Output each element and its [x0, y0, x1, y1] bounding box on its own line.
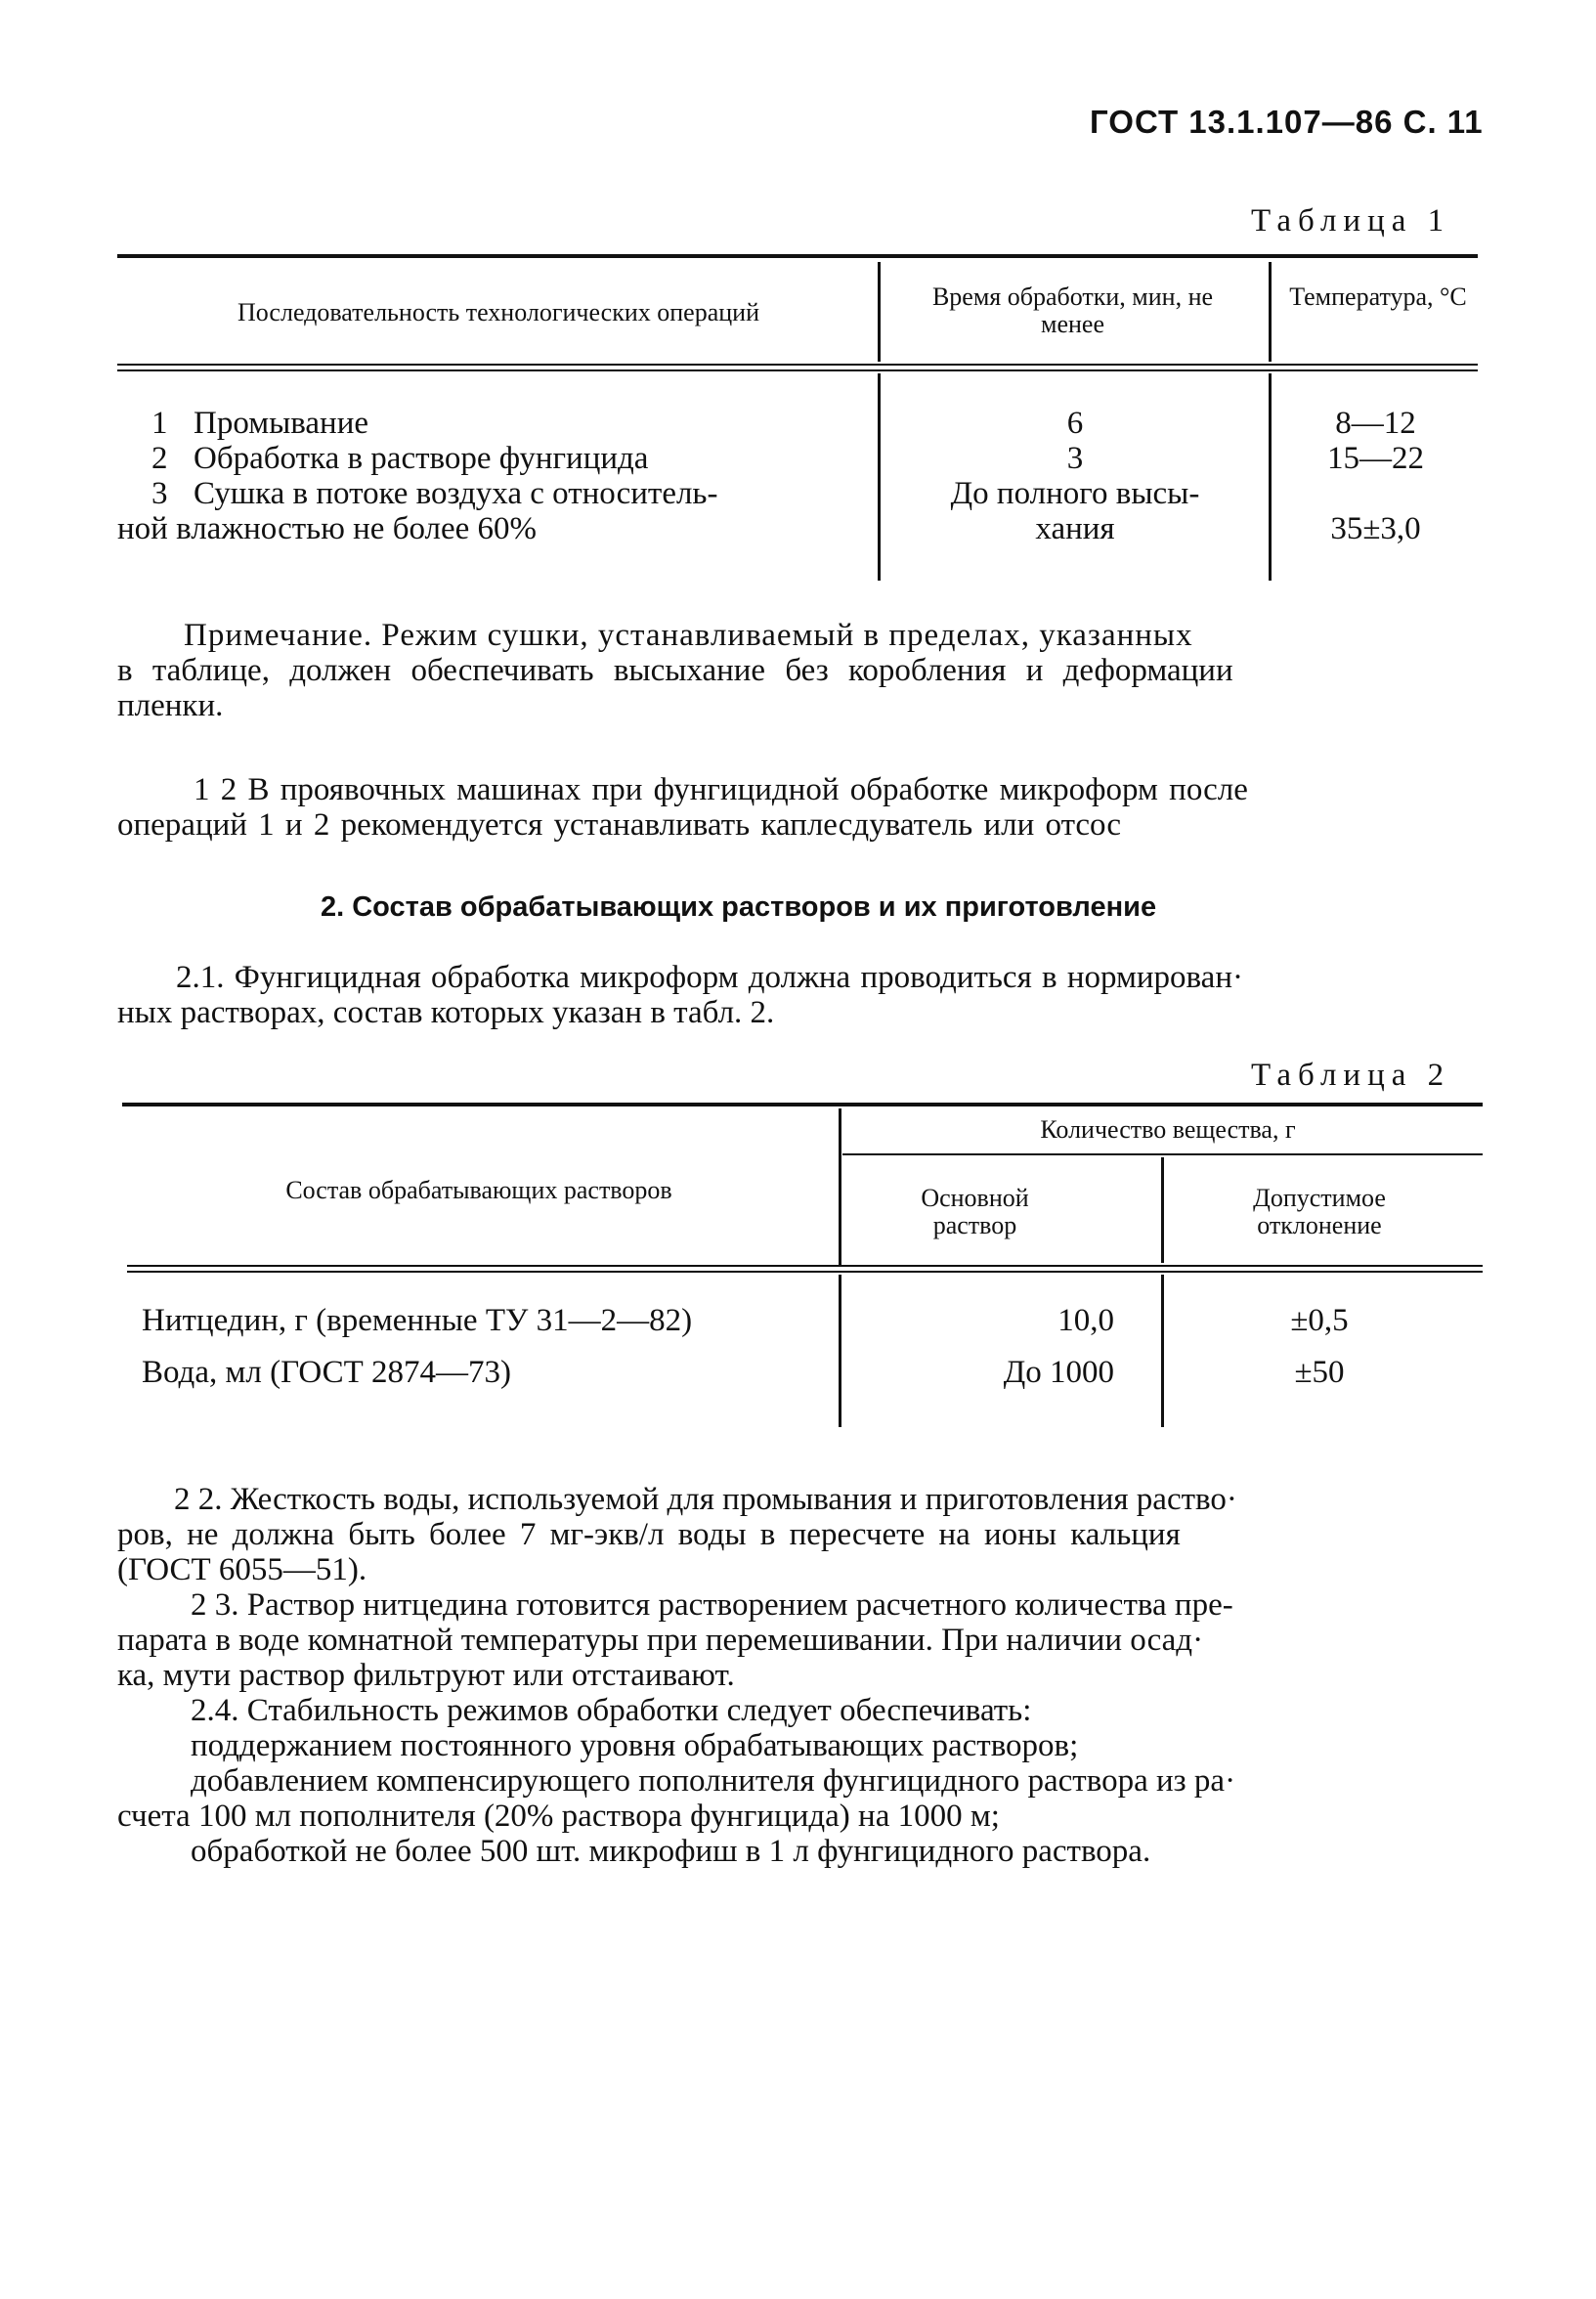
table2-row-deviation: ±50 — [1294, 1355, 1345, 1390]
table1-vdivider — [1269, 373, 1272, 581]
paragraph-line: 2 3. Раствор нитцедина готовится растворением расчетного количества пре- — [191, 1587, 1233, 1623]
table2-vdivider — [1161, 1275, 1164, 1427]
table2-caption: Таблица 2 — [1251, 1058, 1451, 1093]
table1-row-operation-cont: ной влажностью не более 60% — [117, 511, 538, 546]
table1-row-num: 1 — [151, 406, 168, 441]
paragraph-line: ных растворах, состав которых указан в табл. 2. — [117, 995, 775, 1030]
table2-row-base: 10,0 — [1057, 1303, 1114, 1338]
table1-row-temp: 8—12 — [1335, 406, 1416, 441]
table2-header-deviation: Допустимое отклонение — [1253, 1184, 1386, 1239]
table1-row-time: До полного высы- — [950, 476, 1200, 511]
note-line: Примечание. Режим сушки, устанавливаемый в пределах, указанных — [184, 618, 1193, 653]
paragraph-line: 2 2. Жесткость воды, используемой для промывания и приготовления раство· — [174, 1482, 1237, 1517]
table1-header-rule — [117, 369, 1478, 371]
paragraph-line: обработкой не более 500 шт. микрофиш в 1 л фунгицидного раствора. — [191, 1834, 1151, 1869]
table2-header-rule — [127, 1271, 1483, 1273]
paragraph-line: парата в воде комнатной температуры при перемешивании. При наличии осад· — [117, 1623, 1204, 1658]
table2-row-deviation: ±0,5 — [1290, 1303, 1349, 1338]
paragraph-line: поддержанием постоянного уровня обрабатывающих растворов; — [191, 1728, 1079, 1763]
paragraph-line: добавлением компенсирующего пополнителя фунгицидного раствора из ра· — [191, 1763, 1236, 1799]
table1-row-time: 3 — [1066, 441, 1084, 476]
table2-vdivider — [839, 1108, 841, 1265]
table1-vdivider — [878, 262, 881, 362]
table1-vdivider — [1269, 262, 1272, 362]
table1-row-time-cont: хания — [1035, 511, 1115, 546]
section-title: 2. Состав обрабатывающих растворов и их приготовление — [321, 891, 1157, 923]
table2-header-group: Количество вещества, г — [1040, 1115, 1296, 1144]
table1-row-operation: Обработка в растворе фунгицида — [194, 441, 649, 476]
table1-row-time: 6 — [1066, 406, 1084, 441]
table1-row-num: 2 — [151, 441, 168, 476]
table2-header-base: Основной раствор — [921, 1184, 1029, 1239]
table1-header-rule — [117, 364, 1478, 366]
paragraph-line: 1 2 В проявочных машинах при фунгицидной обработке микроформ после — [194, 772, 1248, 807]
table1-row-temp: 15—22 — [1327, 441, 1424, 476]
paragraph-line: (ГОСТ 6055—51). — [117, 1552, 367, 1587]
table1-vdivider — [878, 373, 881, 581]
note-line: в таблице, должен обеспечивать высыхание без коробления и деформации — [117, 653, 1233, 688]
table2-header-composition: Состав обрабатывающих растворов — [285, 1176, 672, 1204]
paragraph-line: 2.4. Стабильность режимов обработки следует обеспечивать: — [191, 1693, 1032, 1728]
table1-header-time: Время обработки, мин, не менее — [931, 282, 1214, 338]
paragraph-line: ров, не должна быть более 7 мг-экв/л воды в пересчете на ионы кальция — [117, 1517, 1181, 1552]
table1-header-temperature: Температура, °С — [1289, 282, 1467, 311]
paragraph-line: операций 1 и 2 рекомендуется устанавливать каплесдуватель или отсос — [117, 807, 1122, 843]
paragraph-line: счета 100 мл пополнителя (20% раствора фунгицида) на 1000 м; — [117, 1799, 1000, 1834]
paragraph-line: ка, мути раствор фильтруют или отстаивают. — [117, 1658, 735, 1693]
note-line: пленки. — [117, 688, 224, 723]
table2-row-name: Нитцедин, г (временные ТУ 31—2—82) — [142, 1303, 693, 1338]
table2-header-rule — [127, 1265, 1483, 1267]
table1-row-operation: Промывание — [194, 406, 369, 441]
table2-vdivider — [1161, 1157, 1164, 1263]
table2-vdivider — [839, 1275, 841, 1427]
table1-top-rule — [117, 254, 1478, 258]
table2-row-name: Вода, мл (ГОСТ 2874—73) — [142, 1355, 511, 1390]
table2-top-rule — [122, 1103, 1483, 1106]
page-header: ГОСТ 13.1.107—86 С. 11 — [1090, 104, 1484, 140]
table2-row-base: До 1000 — [1003, 1355, 1114, 1390]
table1-row-num: 3 — [151, 476, 168, 511]
paragraph-line: 2.1. Фунгицидная обработка микроформ должна проводиться в нормирован· — [176, 960, 1243, 995]
table1-header-operations: Последовательность технологических операций — [237, 298, 759, 326]
table1-caption: Таблица 1 — [1251, 203, 1451, 239]
table2-subheader-rule — [842, 1153, 1483, 1155]
table1-row-operation: Сушка в потоке воздуха с относитель- — [194, 476, 718, 511]
table1-row-temp: 35±3,0 — [1330, 511, 1421, 546]
